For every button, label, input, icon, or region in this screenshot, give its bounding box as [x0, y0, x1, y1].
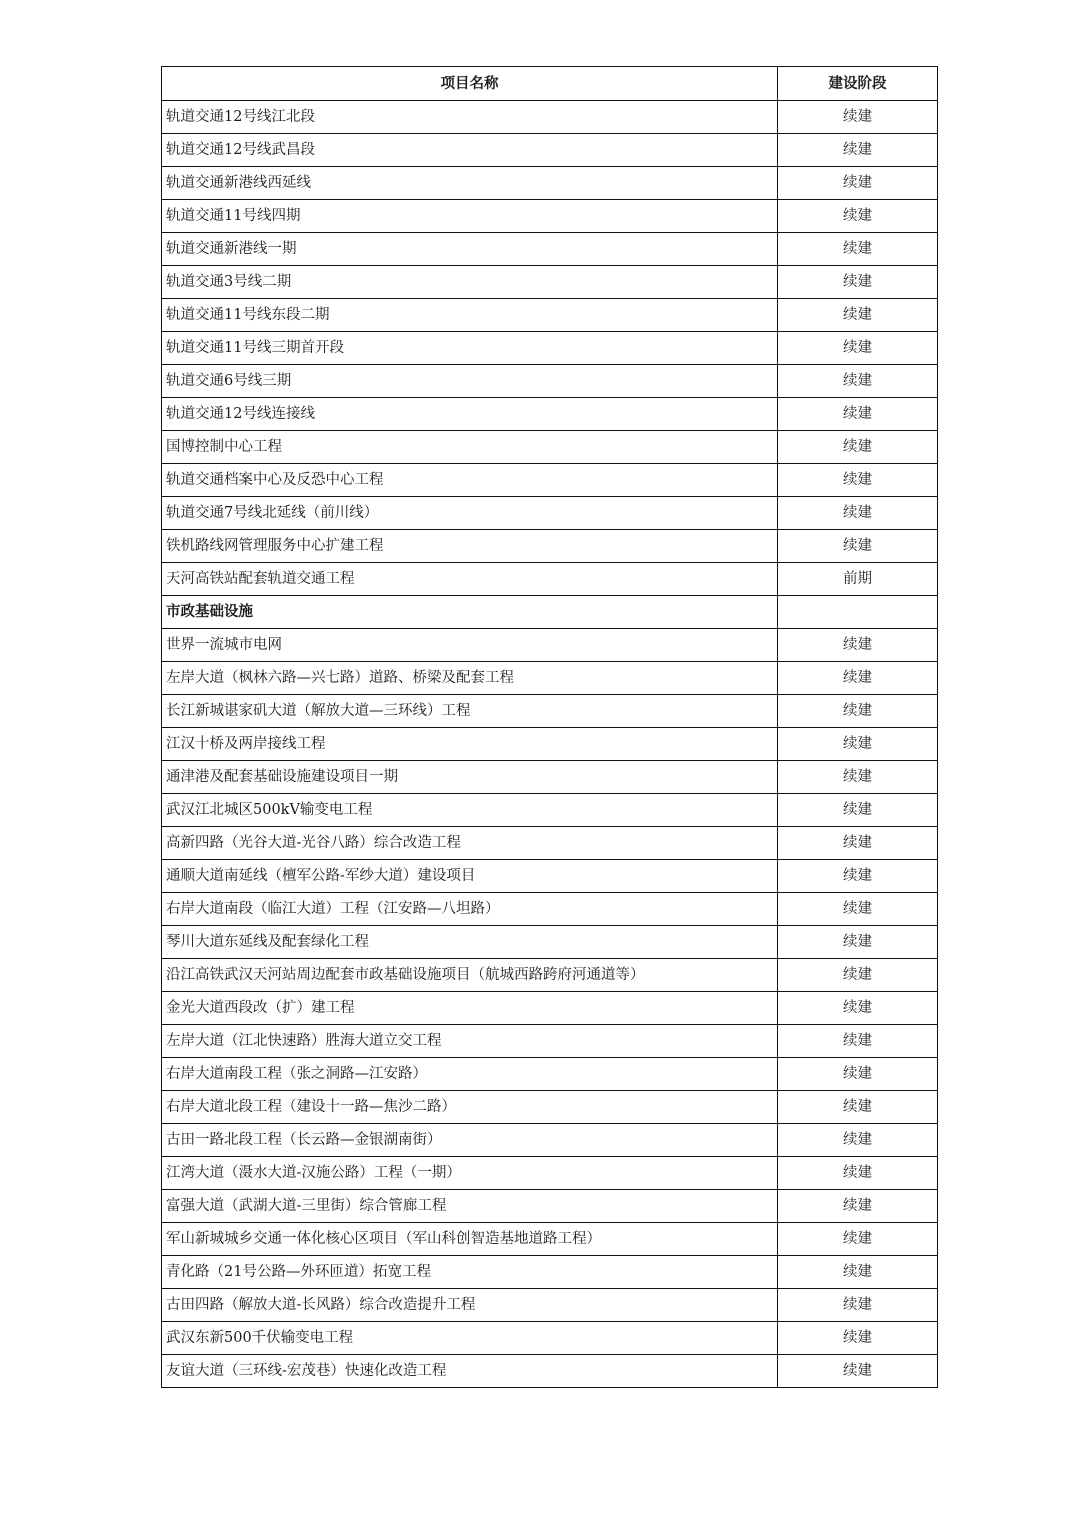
table-row: [162, 893, 938, 926]
project-name-cell: 富强大道（武湖大道-三里街）综合管廊工程: [162, 1190, 778, 1223]
project-name-cell: 轨道交通档案中心及反恐中心工程: [162, 464, 778, 497]
construction-stage-cell: 续建: [778, 1190, 938, 1223]
project-name-cell: 轨道交通11号线三期首开段: [162, 332, 778, 365]
project-name-cell: 右岸大道南段（临江大道）工程（江安路—八坦路）: [162, 893, 778, 926]
section-title: 市政基础设施: [162, 596, 778, 629]
construction-stage-cell: 续建: [778, 728, 938, 761]
project-name-cell: 天河高铁站配套轨道交通工程: [162, 563, 778, 596]
project-name-cell: 江汉十桥及两岸接线工程: [162, 728, 778, 761]
construction-stage-cell: 续建: [778, 200, 938, 233]
construction-stage-cell: 续建: [778, 530, 938, 563]
project-name-cell: 青化路（21号公路—外环匝道）拓宽工程: [162, 1256, 778, 1289]
project-name-cell: 轨道交通12号线连接线: [162, 398, 778, 431]
table-row: [162, 233, 938, 266]
table-row: [162, 167, 938, 200]
table-row: [162, 398, 938, 431]
construction-stage-cell: 续建: [778, 332, 938, 365]
table-row: [162, 728, 938, 761]
table-row: [162, 1025, 938, 1058]
table-row: [162, 365, 938, 398]
table-row: [162, 1190, 938, 1223]
construction-stage-cell: 续建: [778, 1355, 938, 1388]
section-row: [162, 596, 938, 629]
project-name-cell: 轨道交通11号线东段二期: [162, 299, 778, 332]
construction-stage-cell: 续建: [778, 695, 938, 728]
project-table: [161, 66, 938, 1388]
project-name-cell: 国博控制中心工程: [162, 431, 778, 464]
project-name-cell: 琴川大道东延线及配套绿化工程: [162, 926, 778, 959]
table-row: [162, 1157, 938, 1190]
construction-stage-cell: 续建: [778, 233, 938, 266]
table-header-row: [162, 67, 938, 101]
table-row: [162, 827, 938, 860]
table-row: [162, 1322, 938, 1355]
construction-stage-cell: 续建: [778, 101, 938, 134]
construction-stage-cell: 续建: [778, 1322, 938, 1355]
construction-stage-cell: 前期: [778, 563, 938, 596]
table-row: [162, 101, 938, 134]
table-row: [162, 860, 938, 893]
construction-stage-cell: 续建: [778, 662, 938, 695]
construction-stage-cell: 续建: [778, 794, 938, 827]
construction-stage-cell: 续建: [778, 827, 938, 860]
project-name-cell: 铁机路线网管理服务中心扩建工程: [162, 530, 778, 563]
table-row: [162, 761, 938, 794]
construction-stage-cell: 续建: [778, 431, 938, 464]
project-name-cell: 军山新城城乡交通一体化核心区项目（军山科创智造基地道路工程）: [162, 1223, 778, 1256]
project-name-cell: 左岸大道（江北快速路）胜海大道立交工程: [162, 1025, 778, 1058]
table-row: [162, 266, 938, 299]
table-row: [162, 563, 938, 596]
construction-stage-cell: 续建: [778, 1025, 938, 1058]
construction-stage-cell: 续建: [778, 629, 938, 662]
table-row: [162, 497, 938, 530]
project-name-cell: 轨道交通11号线四期: [162, 200, 778, 233]
table-row: [162, 431, 938, 464]
project-name-cell: 轨道交通12号线武昌段: [162, 134, 778, 167]
table-row: [162, 992, 938, 1025]
project-name-cell: 轨道交通6号线三期: [162, 365, 778, 398]
table-row: [162, 1355, 938, 1388]
construction-stage-cell: 续建: [778, 1091, 938, 1124]
project-name-cell: 通津港及配套基础设施建设项目一期: [162, 761, 778, 794]
project-name-cell: 友谊大道（三环线-宏茂巷）快速化改造工程: [162, 1355, 778, 1388]
construction-stage-cell: 续建: [778, 365, 938, 398]
construction-stage-cell: 续建: [778, 134, 938, 167]
project-name-cell: 右岸大道南段工程（张之洞路—江安路）: [162, 1058, 778, 1091]
header-project-name: 项目名称: [162, 67, 778, 101]
table-row: [162, 134, 938, 167]
project-name-cell: 通顺大道南延线（檀军公路-军纱大道）建设项目: [162, 860, 778, 893]
project-name-cell: 轨道交通新港线一期: [162, 233, 778, 266]
table-row: [162, 695, 938, 728]
construction-stage-cell: 续建: [778, 893, 938, 926]
project-name-cell: 沿江高铁武汉天河站周边配套市政基础设施项目（航城西路跨府河通道等）: [162, 959, 778, 992]
project-name-cell: 高新四路（光谷大道-光谷八路）综合改造工程: [162, 827, 778, 860]
project-name-cell: 金光大道西段改（扩）建工程: [162, 992, 778, 1025]
project-name-cell: 轨道交通7号线北延线（前川线）: [162, 497, 778, 530]
project-name-cell: 轨道交通3号线二期: [162, 266, 778, 299]
project-name-cell: 世界一流城市电网: [162, 629, 778, 662]
project-name-cell: 左岸大道（枫林六路—兴七路）道路、桥梁及配套工程: [162, 662, 778, 695]
construction-stage-cell: 续建: [778, 959, 938, 992]
table-row: [162, 1256, 938, 1289]
construction-stage-cell: 续建: [778, 1058, 938, 1091]
construction-stage-cell: 续建: [778, 761, 938, 794]
table-row: [162, 1124, 938, 1157]
table-row: [162, 1289, 938, 1322]
construction-stage-cell: 续建: [778, 992, 938, 1025]
project-name-cell: 武汉东新500千伏输变电工程: [162, 1322, 778, 1355]
header-construction-stage: 建设阶段: [778, 67, 938, 101]
construction-stage-cell: 续建: [778, 1157, 938, 1190]
project-table-page: [161, 66, 937, 1388]
table-row: [162, 1223, 938, 1256]
construction-stage-cell: 续建: [778, 860, 938, 893]
project-name-cell: 右岸大道北段工程（建设十一路—焦沙二路）: [162, 1091, 778, 1124]
construction-stage-cell: 续建: [778, 398, 938, 431]
project-name-cell: 古田一路北段工程（长云路—金银湖南街）: [162, 1124, 778, 1157]
project-name-cell: 古田四路（解放大道-长风路）综合改造提升工程: [162, 1289, 778, 1322]
table-row: [162, 530, 938, 563]
project-name-cell: 轨道交通新港线西延线: [162, 167, 778, 200]
table-row: [162, 1058, 938, 1091]
table-row: [162, 959, 938, 992]
construction-stage-cell: 续建: [778, 1124, 938, 1157]
table-row: [162, 464, 938, 497]
table-row: [162, 200, 938, 233]
construction-stage-cell: 续建: [778, 1289, 938, 1322]
table-row: [162, 926, 938, 959]
construction-stage-cell: 续建: [778, 926, 938, 959]
project-name-cell: 江湾大道（滠水大道-汉施公路）工程（一期）: [162, 1157, 778, 1190]
table-row: [162, 794, 938, 827]
table-row: [162, 629, 938, 662]
table-row: [162, 332, 938, 365]
construction-stage-cell: 续建: [778, 299, 938, 332]
table-row: [162, 299, 938, 332]
project-name-cell: 轨道交通12号线江北段: [162, 101, 778, 134]
construction-stage-cell: 续建: [778, 464, 938, 497]
table-body: [162, 101, 938, 1388]
construction-stage-cell: 续建: [778, 497, 938, 530]
project-name-cell: 武汉江北城区500kV输变电工程: [162, 794, 778, 827]
construction-stage-cell: 续建: [778, 167, 938, 200]
construction-stage-cell: 续建: [778, 1223, 938, 1256]
project-name-cell: 长江新城谌家矶大道（解放大道—三环线）工程: [162, 695, 778, 728]
table-row: [162, 1091, 938, 1124]
table-row: [162, 662, 938, 695]
construction-stage-cell: 续建: [778, 266, 938, 299]
construction-stage-cell: [778, 596, 938, 629]
construction-stage-cell: 续建: [778, 1256, 938, 1289]
